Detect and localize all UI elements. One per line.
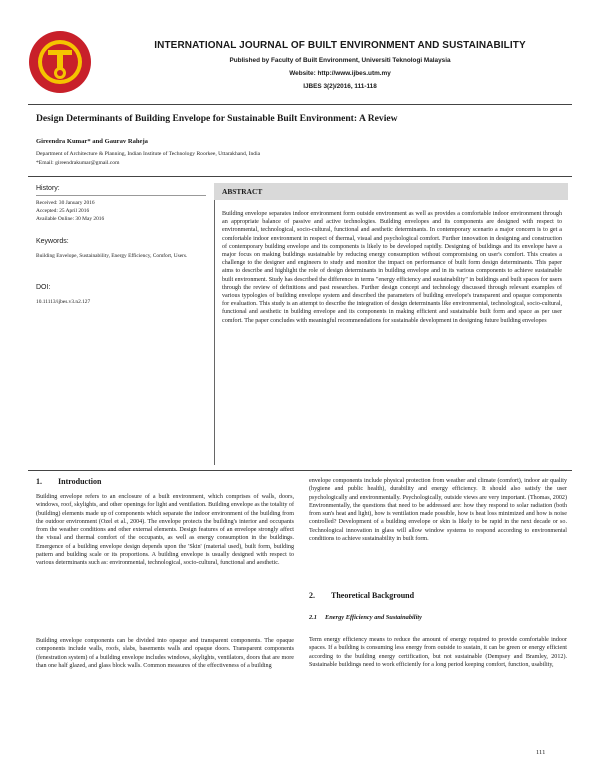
abstract-heading: ABSTRACT: [222, 187, 263, 196]
title-divider: [28, 176, 572, 177]
keywords-list: Building Envelope, Sustainability, Energy Efficiency, Comfort, Users.: [36, 253, 188, 259]
keywords-heading: Keywords:: [36, 238, 69, 245]
online-date: Available Online: 30 May 2016: [36, 216, 105, 222]
journal-title: INTERNATIONAL JOURNAL OF BUILT ENVIRONMENT AND SUSTAINABILITY: [154, 40, 526, 51]
journal-citation: IJBES 3(2)/2016, 111-118: [303, 83, 377, 90]
intro-paragraph-1: Building envelope refers to an enclosure of a built environment, which comprises of walls, doors, windows, roof, skylights, and other openings for light and ventilation. Building envelope as the totality of (building) elements made up of components which separate the indoor environment of the building from the outdoor environment (Ozel et al., 2004). The envelope protects the building's interior and occupants from the weather conditions and other external elements. Design features of an envelope strongly affect the visual and thermal comfort of the occupants, as well as energy consumption in the buildings. Emergence of a building envelope design depends upon the 'Skin' (material used), built form, building pattern and building scale or its proportions. A building envelope is usually designed with respect to various determinants such as: environmental, technological, socio-cultural, functional and aesthetic.: [36, 494, 294, 567]
section-introduction-heading: 1. Introduction: [36, 477, 102, 486]
history-heading: History:: [36, 185, 60, 192]
history-divider: [36, 195, 206, 196]
abstract-divider: [28, 470, 572, 471]
abstract-text: Building envelope separates indoor environment form outside environment as well as provides a comfortable indoor environment through an appropriate balance of passive and active technologies. Building envelopes and its components are designed with respect to environmental, technological, socio-cultural, functional and aesthetic determinants. In contemporary scenario a major concern is to get a comfortable indoor environment in respect of thermal, visual and psychological comfort. Further innovation in designing and construction of contemporary building envelope and its components is likely to be developed rapidly. Designing of buildings and its envelope have a major focus on making buildings sustainable by reducing energy consumption without compromising on user's comfort. This creates a challenge to the designer and engineers to study and monitor the impact on performance of built form design determinants. This paper aims to describe and highlight the role of design determinants in building envelope and in its various components to achieve sustainable built environment. Study has described the difference in terms "energy efficiency and sustainability" in buildings and built spaces for users through the review of definitions and past researches. Further design concept and technology discussed through relevant examples of various typologies of building envelope system and described the parameters of building envelope's transparent and opaque components for evaluation. This study is an attempt to describe the integration of design determinants like environmental, technological, socio-cultural, functional and aesthetic in building envelope and its components in making efficient and sustainable built form and space as per user comfort. The paper concludes with meaningful recommendations for sustainable development in designing future building envelopes: [222, 211, 562, 324]
paper-email[interactable]: *Email: gireendrakumar@gmail.com: [36, 160, 120, 166]
section-theory-heading: 2. Theoretical Background: [309, 591, 415, 600]
journal-logo: [28, 30, 92, 94]
intro-paragraph-2: Building envelope components can be divided into opaque and transparent components. The opaque components include walls, roofs, slabs, basements walls and opaque doors. Transparent components (fenestration system) of a building envelope includes windows, skylights, ventilators, doors that are more than one half glazed, and glass block walls. Common measures of the effectiveness of a building: [36, 638, 294, 669]
page-number: 111: [536, 749, 546, 756]
accepted-date: Accepted: 25 April 2016: [36, 208, 90, 214]
abstract-heading-bar: [214, 183, 568, 200]
paper-authors: Gireendra Kumar* and Gaurav Raheja: [36, 138, 148, 145]
paper-title: Design Determinants of Building Envelope for Sustainable Built Environment: A Review: [36, 113, 398, 124]
journal-header: [28, 30, 572, 98]
paper-affiliation: Department of Architecture & Planning, Indian Institute of Technology Roorkee, Uttarakhand, India: [36, 151, 261, 157]
right-paragraph-2: Term energy efficiency means to reduce the amount of energy required to provide comfortable indoor spaces. If a building is consuming less energy from outside to sustain, it can be green or energy efficient according to the building energy certification, but not sustainable (Dempsey and Bramley, 2012). Sustainable buildings need to work efficiently for a long period keeping comfort, function, usability,: [309, 637, 567, 668]
doi-value[interactable]: 10.11113/ijbes.v3.n2.127: [36, 299, 91, 305]
journal-publisher: Published by Faculty of Built Environment, Universiti Teknologi Malaysia: [229, 57, 451, 64]
journal-website[interactable]: Website: http://www.ijbes.utm.my: [289, 70, 391, 77]
subsection-energy-heading: 2.1 Energy Efficiency and Sustainability: [309, 614, 422, 621]
doi-heading: DOI:: [36, 284, 51, 291]
header-divider: [28, 104, 572, 105]
received-date: Received: 30 January 2016: [36, 200, 95, 206]
right-paragraph-1: envelope components include physical protection from weather and climate (comfort), indoor air quality (hygiene and public health), durability and energy efficiency. It should also satisfy the user psychologically and environmentally. Psychologically, outside views are very important. (Thomas, 2002) Environmentally, the questions that need to be addressed are: how they respond to solar radiation (both from sun's heat and light), how is ventilation made possible, how is heat loss minimized and how is noise controlled? Development of a building envelope or skin is likely to be rapid in the next decade or so. Technological innovation in glass will allow window systems to respond according to environmental conditions to achieve sustainability in built form.: [309, 478, 567, 543]
